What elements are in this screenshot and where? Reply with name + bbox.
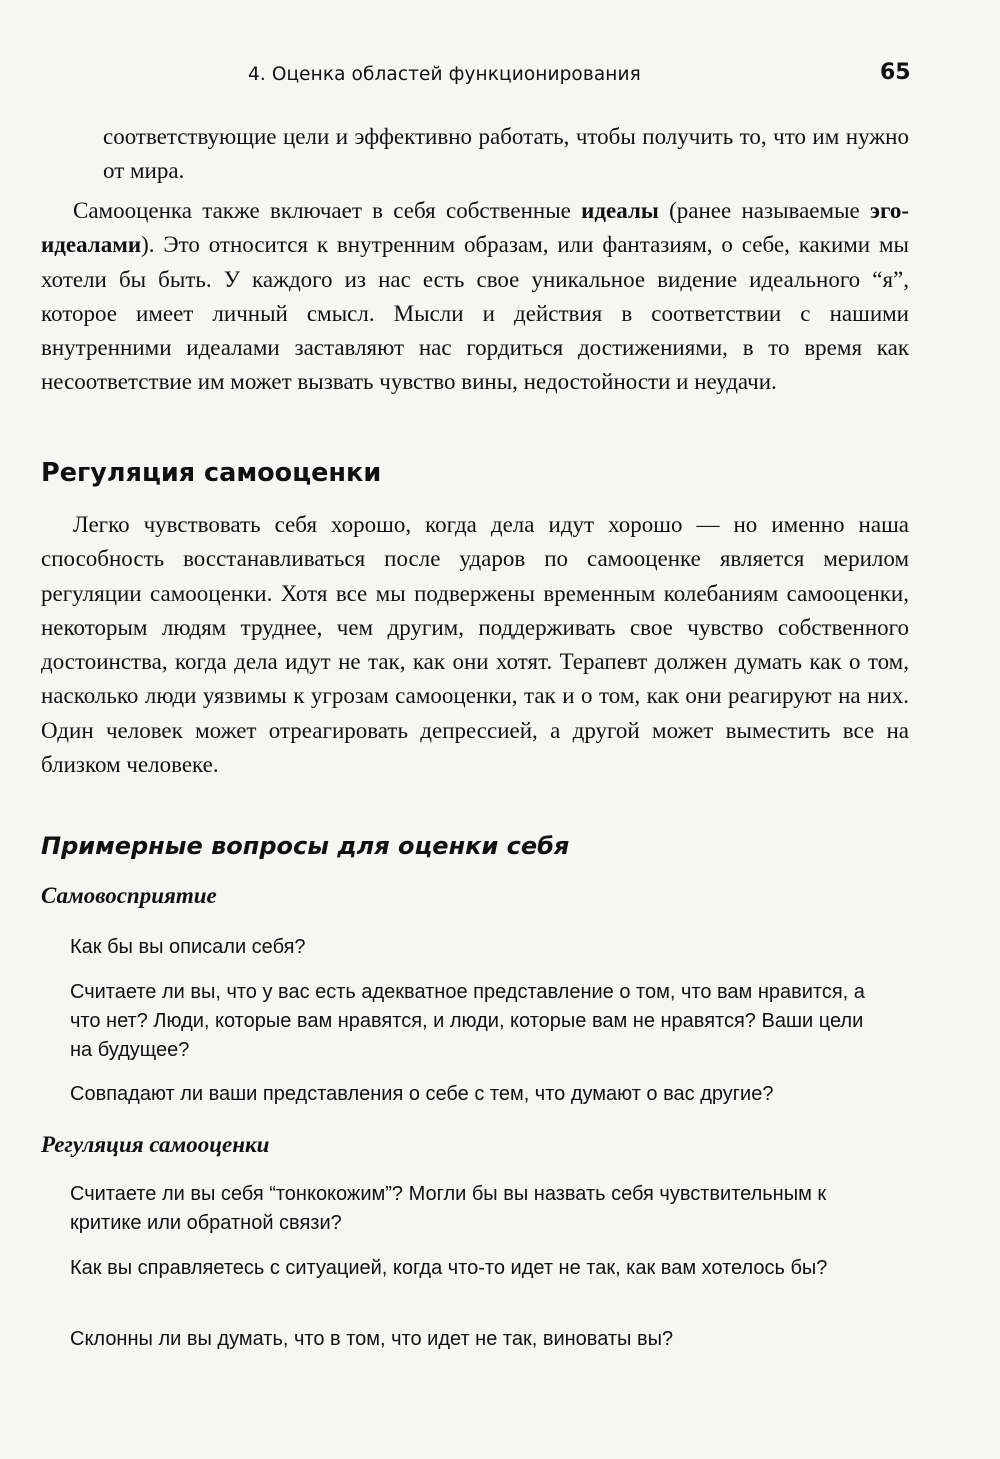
subsection-heading-regulation: Регуляция самооценки (41, 1132, 270, 1157)
term-ideals: идеалы (581, 198, 659, 223)
term-ego-ideals: эго-идеалами (41, 198, 909, 258)
question-item: Как бы вы описали себя? (70, 936, 306, 958)
running-head: 4. Оценка областей функционирования (248, 64, 641, 85)
question-item: Совпадают ли ваши представления о себе с тем, что думают о вас другие? (70, 1083, 774, 1105)
paragraph-ideals (41, 194, 909, 400)
page-number: 65 (880, 60, 911, 85)
paragraph-regulation: Легко чувствовать себя хорошо, когда дела идут хорошо — но именно наша способность восстанавливаться после ударов по самооценке является мерилом регуляции самооценки. Хотя все мы подвержены временным колебаниям самооценки, некоторым людям труднее, чем другим, поддерживать свое чувство собственного достоинства, когда дела идут не так, как они хотят. Терапевт должен думать как о том, насколько люди уязвимы к угрозам самооценки, так и о том, как они реагируют на них. Один человек может отреагировать депрессией, а другой может выместить все на близком человеке. (41, 512, 909, 778)
question-item: Склонны ли вы думать, что в том, что идет не так, виноваты вы? (70, 1328, 674, 1350)
continuation-paragraph: соответствующие цели и эффективно работать, чтобы получить то, что им нужно от мира. (103, 124, 909, 184)
question-item: Как вы справляетесь с ситуацией, когда что-то идет не так, как вам хотелось бы? (70, 1257, 828, 1279)
subsection-heading-self-perception: Самовосприятие (41, 883, 217, 908)
paragraph-text: ). Это относится к внутренним образам, или фантазиям, о себе, какими мы хотели бы быть. У каждого из нас есть свое уникальное видение идеального “я”, которое имеет личный смысл. Мысли и действия в соответствии с нашими внутренними идеалами заставляют нас гордиться достижениями, в то время как несоответствие им может вызвать чувство вины, недостойности и неудачи. (41, 232, 909, 395)
questions-heading: Примерные вопросы для оценки себя (41, 832, 570, 860)
paragraph-text: (ранее называемые (658, 198, 871, 223)
paragraph-text: Самооценка также включает в себя собственные (73, 198, 582, 223)
question-item: Считаете ли вы, что у вас есть адекватное представление о том, что вам нравится, а что нет? Люди, которые вам нравятся, и люди, которые вам не нравятся? Ваши цели на будущее? (70, 981, 865, 1061)
section-heading-regulation: Регуляция самооценки (41, 458, 382, 488)
question-item: Считаете ли вы себя “тонкокожим”? Могли бы вы назвать себя чувствительным к критике или обратной связи? (70, 1183, 827, 1234)
